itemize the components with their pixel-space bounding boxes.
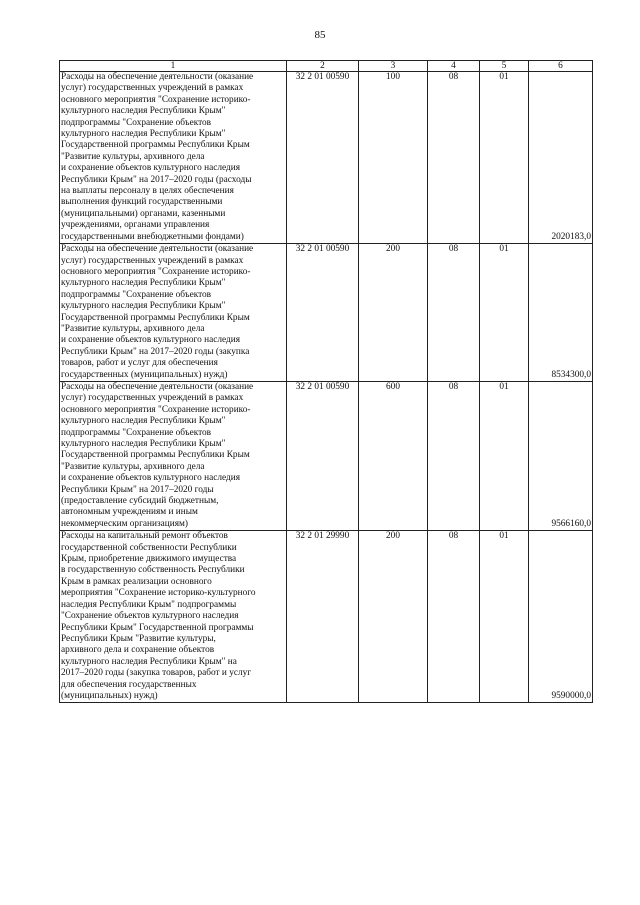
budget-table (59, 60, 593, 703)
description-line: Крым в рамках реализации основного (61, 576, 212, 587)
description-line: подпрограммы "Сохранение объектов (61, 117, 212, 128)
row-description (60, 381, 287, 530)
description-line: выполнения функций государственными (61, 197, 223, 208)
description-line: наследия Республики Крым" подпрограммы (61, 599, 237, 610)
page-number: 85 (314, 29, 326, 41)
header-col-1: 1 (60, 61, 287, 72)
header-col-3: 3 (359, 61, 428, 72)
row-section: 08 (428, 72, 480, 244)
description-line: мероприятия "Сохранение историко-культурного (61, 588, 256, 599)
description-line: основного мероприятия "Сохранение историко- (61, 404, 251, 415)
description-line: основного мероприятия "Сохранение историко- (61, 266, 251, 277)
row-section: 08 (428, 244, 480, 382)
row-description (60, 531, 287, 703)
header-col-2: 2 (287, 61, 359, 72)
description-line: подпрограммы "Сохранение объектов (61, 427, 212, 438)
table-body (60, 72, 593, 703)
row-expense-type: 200 (359, 531, 428, 703)
description-line: Расходы на обеспечение деятельности (оказание (61, 381, 254, 392)
description-line: (муниципальными) органами, казенными (61, 208, 226, 219)
description-line: Государственной программы Республики Крым (61, 140, 250, 151)
row-amount: 9566160,0 (529, 381, 593, 530)
header-row (60, 61, 593, 72)
description-line: товаров, работ и услуг для обеспечения (61, 358, 218, 369)
description-line: основного мероприятия "Сохранение историко- (61, 94, 251, 105)
row-subsection: 01 (480, 381, 529, 530)
description-line: государственных (муниципальных) нужд) (61, 369, 228, 380)
table-row (60, 531, 593, 703)
row-subsection: 01 (480, 531, 529, 703)
description-line: некоммерческим организациям) (61, 518, 188, 529)
description-line: подпрограммы "Сохранение объектов (61, 289, 212, 300)
description-line: услуг) государственных учреждений в рамках (61, 393, 244, 404)
description-line: "Развитие культуры, архивного дела (61, 323, 205, 334)
description-line: культурного наследия Республики Крым" (61, 106, 226, 117)
description-line: услуг) государственных учреждений в рамках (61, 83, 244, 94)
description-line: Крым, приобретение движимого имущества (61, 554, 237, 565)
description-line: 2017–2020 годы (закупка товаров, работ и услуг (61, 668, 252, 679)
description-line: автономным учреждениям и иным (61, 507, 198, 518)
description-line: государственными внебюджетными фондами) (61, 231, 244, 242)
description-line: Республики Крым" на 2017–2020 годы (расходы (61, 174, 252, 185)
description-line: учреждениями, органами управления (61, 220, 210, 231)
description-line: культурного наследия Республики Крым" (61, 278, 226, 289)
description-line: и сохранение объектов культурного наследия (61, 163, 240, 174)
description-line: Республики Крым "Развитие культуры, (61, 633, 216, 644)
table-row (60, 244, 593, 382)
description-line: Государственной программы Республики Крым (61, 450, 250, 461)
row-expense-type: 100 (359, 72, 428, 244)
description-line: Государственной программы Республики Крым (61, 312, 250, 323)
description-line: Расходы на обеспечение деятельности (оказание (61, 244, 254, 255)
description-line: культурного наследия Республики Крым" (61, 301, 226, 312)
description-line: Расходы на обеспечение деятельности (оказание (61, 72, 254, 82)
description-line: и сохранение объектов культурного наследия (61, 335, 240, 346)
description-line: культурного наследия Республики Крым" (61, 129, 226, 140)
row-subsection: 01 (480, 72, 529, 244)
description-line: (предоставление субсидий бюджетным, (61, 496, 219, 507)
description-line: культурного наследия Республики Крым" (61, 439, 226, 449)
row-section: 08 (428, 531, 480, 703)
row-target-code: 32 2 01 00590 (287, 244, 359, 382)
row-amount: 8534300,0 (529, 244, 593, 382)
description-line: "Развитие культуры, архивного дела (61, 461, 205, 472)
description-line: Расходы на капитальный ремонт объектов (61, 531, 228, 542)
header-col-5: 5 (480, 61, 529, 72)
row-target-code: 32 2 01 00590 (287, 72, 359, 244)
description-line: (муниципальных) нужд) (61, 690, 158, 701)
row-description (60, 244, 287, 382)
description-line: архивного дела и сохранение объектов (61, 645, 215, 656)
description-line: культурного наследия Республики Крым" (61, 416, 226, 427)
description-line: Республики Крым" на 2017–2020 годы (закупка (61, 346, 250, 357)
description-line: "Сохранение объектов культурного наследия (61, 611, 239, 622)
table-row (60, 381, 593, 530)
description-line: в государственную собственность Республики (61, 565, 245, 576)
row-description (60, 72, 287, 244)
description-line: государственной собственности Республики (61, 542, 237, 553)
row-target-code: 32 2 01 29990 (287, 531, 359, 703)
row-expense-type: 200 (359, 244, 428, 382)
description-line: "Развитие культуры, архивного дела (61, 151, 205, 162)
description-line: и сохранение объектов культурного наследия (61, 473, 240, 484)
description-line: Республики Крым" Государственной программы (61, 622, 254, 633)
row-amount: 2020183,0 (529, 72, 593, 244)
description-line: на выплаты персоналу в целях обеспечения (61, 186, 234, 197)
description-line: культурного наследия Республики Крым" на (61, 656, 237, 667)
row-amount: 9590000,0 (529, 531, 593, 703)
row-subsection: 01 (480, 244, 529, 382)
header-col-4: 4 (428, 61, 480, 72)
table-row (60, 72, 593, 244)
row-expense-type: 600 (359, 381, 428, 530)
description-line: услуг) государственных учреждений в рамках (61, 255, 244, 266)
row-section: 08 (428, 381, 480, 530)
description-line: Республики Крым" на 2017–2020 годы (61, 484, 214, 495)
description-line: для обеспечения государственных (61, 679, 197, 690)
header-col-6: 6 (529, 61, 593, 72)
row-target-code: 32 2 01 00590 (287, 381, 359, 530)
